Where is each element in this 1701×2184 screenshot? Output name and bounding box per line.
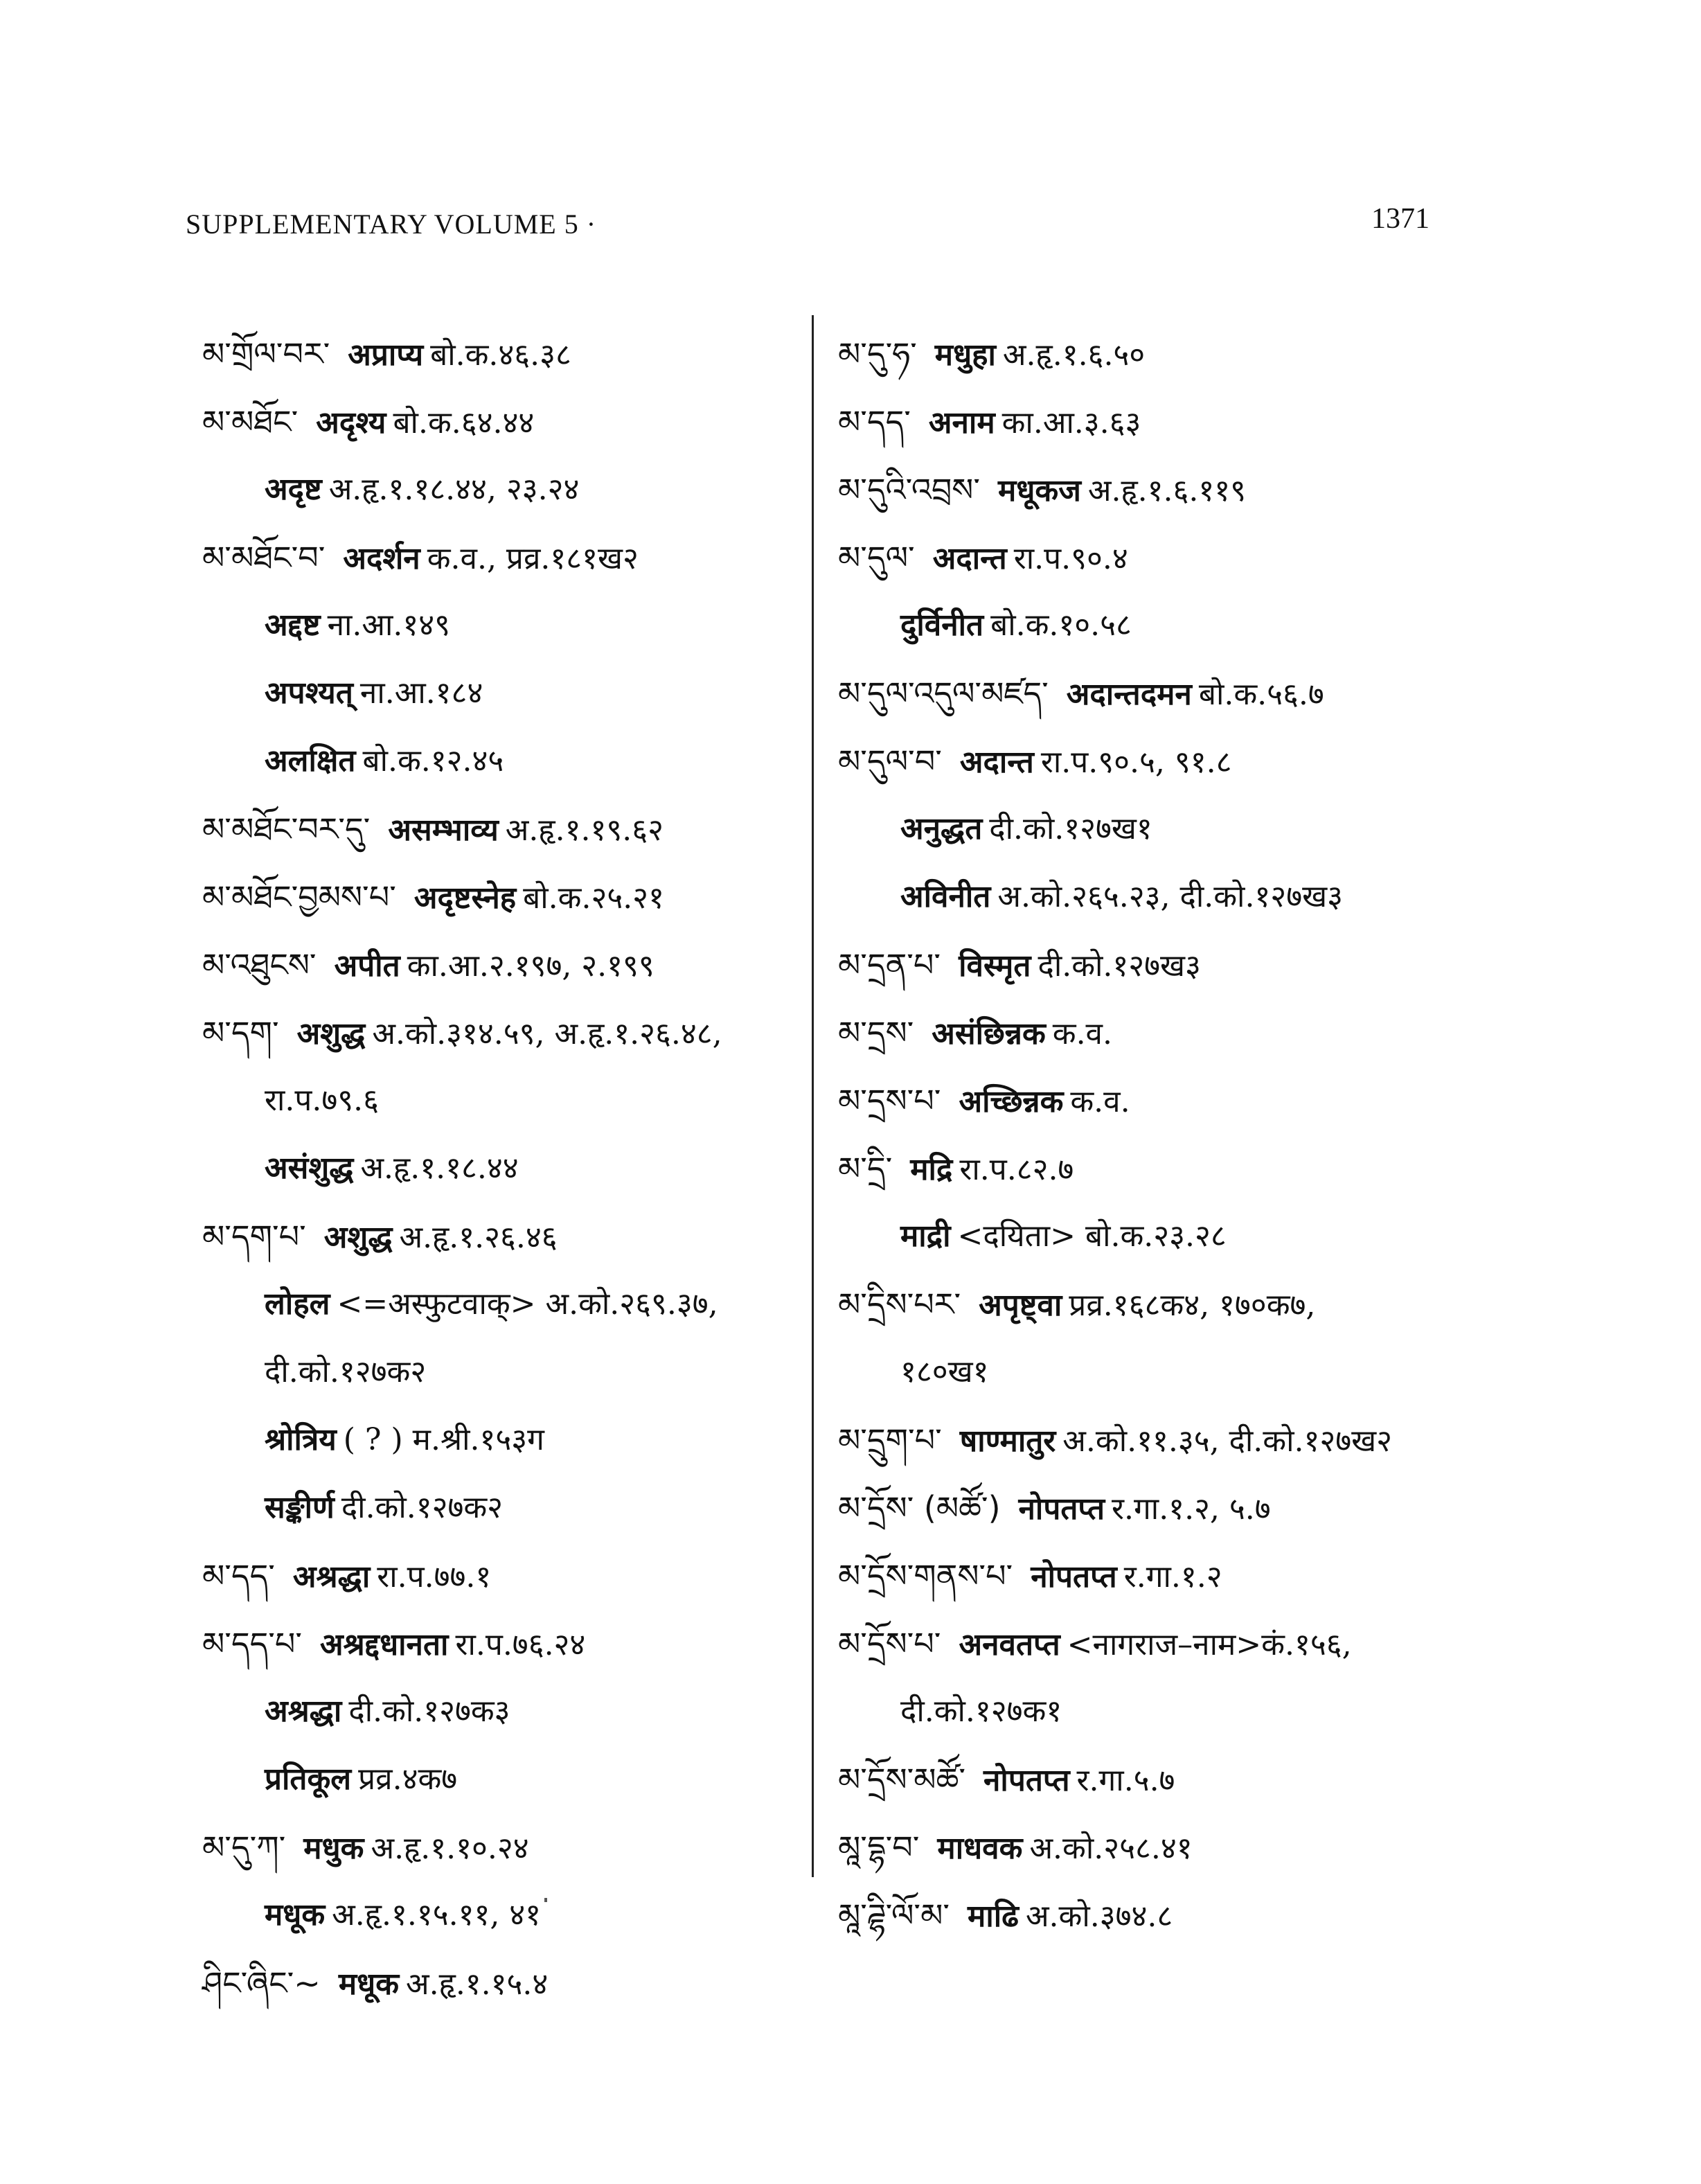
sanskrit-equivalent: नोपतप्त [983, 1763, 1070, 1798]
source-reference: रा.प.८२.७ [959, 1152, 1074, 1187]
tibetan-headword: མ་དྲི་ [838, 1150, 893, 1187]
sanskrit-equivalent: श्रोत्रिय [265, 1422, 337, 1457]
dictionary-entry [202, 999, 826, 1067]
source-reference: ( ? ) म.श्री.१५३ग [343, 1422, 544, 1457]
tibetan-headword: མ་དུལ་ [838, 539, 915, 576]
source-reference: दी.को.१२७ख३ [1037, 948, 1201, 984]
sanskrit-equivalent: अनवतप्त [959, 1627, 1060, 1662]
entry-continuation [202, 1338, 826, 1406]
source-reference: र.गा.५.७ [1076, 1763, 1175, 1798]
source-reference: र.गा.१.२, ५.७ [1112, 1491, 1271, 1527]
source-reference: क.व. [1070, 1084, 1130, 1119]
dictionary-entry [838, 456, 1461, 524]
source-reference: रा.प.९०.४ [1013, 541, 1128, 576]
sanskrit-equivalent: प्रतिकूल [265, 1761, 352, 1797]
source-reference: प्रव्र.१६८क४, १७०क७, [1069, 1288, 1316, 1323]
dictionary-entry [838, 1406, 1461, 1474]
sanskrit-equivalent: लोहल [265, 1286, 330, 1322]
sanskrit-equivalent: अपीत [334, 948, 400, 984]
tibetan-headword: མ་དུལ་བ་ [838, 743, 942, 780]
source-reference: अ.हृ.१.६.११९ [1087, 473, 1247, 508]
dictionary-entry [202, 795, 826, 863]
sanskrit-equivalent: मधूकज [998, 473, 1081, 508]
entry-continuation [202, 659, 826, 727]
tibetan-headword: མ་དྲིས་པར་ [838, 1286, 961, 1323]
entry-continuation [838, 1202, 1461, 1270]
sanskrit-equivalent: मधुक [303, 1831, 364, 1866]
dictionary-entry [838, 1542, 1461, 1610]
sanskrit-equivalent: अपश्यत् [265, 675, 353, 711]
sanskrit-equivalent: अनुद्धत [900, 811, 983, 846]
tibetan-headword: མ་དུའི་འབྲས་ [838, 471, 981, 508]
sanskrit-equivalent: नोपतप्त [1031, 1559, 1117, 1595]
entry-continuation [202, 1881, 826, 1949]
tibetan-headword: མ་འཐུངས་ [202, 946, 317, 984]
sanskrit-equivalent: अदान्तदमन [1066, 677, 1192, 712]
source-reference: दी.को.१२७क२ [341, 1490, 504, 1525]
tibetan-headword: མཱ་དྷ་བ་ [838, 1829, 920, 1866]
dictionary-entry [838, 1881, 1461, 1949]
sanskrit-equivalent: अश्रद्धा [265, 1694, 342, 1729]
dictionary-entry [838, 388, 1461, 456]
entry-continuation [838, 1338, 1461, 1406]
source-reference: दी.को.१२७ख१ [989, 811, 1152, 846]
column-divider [812, 315, 814, 1877]
entry-continuation [202, 1270, 826, 1338]
source-reference: अ.हृ.१.६.५० [1002, 337, 1146, 373]
entry-continuation [202, 1135, 826, 1202]
source-reference: दी.को.१२७क३ [348, 1694, 510, 1729]
print-speck [544, 1898, 547, 1902]
dictionary-entry [202, 320, 826, 388]
dictionary-entry [838, 1474, 1461, 1542]
source-reference: अ.को.२६५.२३, दी.को.१२७ख३ [997, 879, 1343, 914]
sanskrit-equivalent: असम्भाव्य [388, 813, 499, 848]
sanskrit-equivalent: सङ्कीर्ण [265, 1490, 335, 1525]
dictionary-entry [202, 1542, 826, 1610]
tibetan-headword: མ་མཐོང་བ་ [202, 539, 326, 576]
entry-continuation [202, 1406, 826, 1474]
running-head: SUPPLEMENTARY VOLUME 5 · [186, 208, 597, 240]
sanskrit-equivalent: अविनीत [900, 879, 991, 914]
tibetan-headword: མ་དྲོས་མཚོ་ [838, 1761, 966, 1798]
dictionary-entry [202, 1813, 826, 1881]
source-reference: का.आ.३.६३ [1001, 405, 1141, 441]
source-reference: बो.क.१२.४५ [362, 743, 504, 779]
tibetan-headword: མ་དྲུག་པ་ [838, 1421, 942, 1459]
tibetan-headword: མ་གྲོལ་བར་ [202, 335, 330, 373]
tibetan-headword: མ་དག་པ་ [202, 1218, 306, 1255]
sanskrit-equivalent: अश्रद्धा [292, 1559, 371, 1595]
dictionary-entry [838, 1610, 1461, 1678]
entry-continuation [838, 592, 1461, 659]
tibetan-headword: མ་མཐོང་ [202, 403, 299, 441]
entry-continuation [838, 1678, 1461, 1746]
dictionary-entry [838, 931, 1461, 999]
source-reference: अ.को.३७४.८ [1025, 1899, 1173, 1934]
dictionary-entry [838, 1067, 1461, 1135]
dictionary-entry [202, 1202, 826, 1270]
source-reference: <नागराज–नाम>कं.१५६, [1067, 1627, 1352, 1662]
page-number: 1371 [1371, 203, 1430, 235]
source-reference: अ.हृ.१.१५.११, ४१ [332, 1897, 542, 1933]
entry-continuation [202, 727, 826, 795]
entry-continuation [202, 456, 826, 524]
sanskrit-equivalent: अशुद्ध [323, 1220, 393, 1255]
sanskrit-equivalent: अनाम [928, 405, 995, 441]
source-reference: अ.हृ.१.१८.४४, २३.२४ [328, 472, 580, 507]
entry-continuation [838, 795, 1461, 863]
source-reference: १८०ख१ [900, 1354, 989, 1390]
sanskrit-equivalent: अदर्शन [343, 541, 420, 576]
source-reference: अ.हृ.१.१०.२४ [371, 1831, 529, 1866]
sanskrit-equivalent: अलक्षित [265, 743, 356, 779]
source-reference: क.व. [1052, 1016, 1113, 1051]
source-reference: रा.प.७७.१ [377, 1559, 492, 1595]
sanskrit-equivalent: अपृष्ट्वा [979, 1288, 1062, 1323]
source-reference: <दयिता> बो.क.२३.२८ [957, 1218, 1227, 1254]
dictionary-entry [838, 727, 1461, 795]
tibetan-headword: མ་དྲོས་ (མཚོ་) [838, 1489, 1001, 1527]
tibetan-headword: མཱ་ཌྷི་ལོ་མ་ [838, 1897, 950, 1934]
source-reference: रा.प.९०.५, ९१.८ [1040, 745, 1232, 780]
source-reference: बो.क.१०.५८ [990, 607, 1132, 643]
sanskrit-equivalent: षाण्मातुर [959, 1423, 1056, 1459]
tibetan-headword: མ་དུ་ཧ་ [838, 335, 917, 373]
sanskrit-equivalent: अदृश्य [316, 405, 386, 441]
sanskrit-equivalent: अदान्त [932, 541, 1007, 576]
sanskrit-equivalent: अदृष्ट [265, 472, 322, 507]
source-reference: रा.प.७९.६ [265, 1083, 379, 1118]
sanskrit-equivalent: माधवक [937, 1831, 1023, 1866]
sanskrit-equivalent: असंशुद्ध [265, 1151, 354, 1186]
entry-continuation [202, 1474, 826, 1542]
sanskrit-equivalent: मधुहा [934, 337, 996, 373]
sanskrit-equivalent: असंछिन्नक [932, 1016, 1046, 1051]
entry-continuation [838, 863, 1461, 931]
entry-continuation [202, 1678, 826, 1746]
dictionary-entry [202, 524, 826, 592]
tibetan-headword: མ་དད་པ་ [202, 1625, 303, 1662]
sanskrit-equivalent: मधूक [338, 1967, 400, 2002]
source-reference: अ.हृ.१.१५.४ [406, 1967, 549, 2002]
source-reference: अ.हृ.१.२६.४६ [399, 1220, 558, 1255]
tibetan-headword: མ་དུ་ཀ་ [202, 1829, 286, 1866]
dictionary-entry [202, 1610, 826, 1678]
source-reference: अ.हृ.१.१८.४४ [360, 1151, 519, 1186]
source-reference: ना.आ.१८४ [359, 675, 483, 711]
source-reference: क.व., प्रव्र.१८१ख२ [427, 541, 639, 576]
tibetan-headword: མ་དྲོས་པ་ [838, 1625, 941, 1662]
tibetan-headword: མ་དྲས་པ་ [838, 1082, 941, 1119]
dictionary-entry [838, 999, 1461, 1067]
tibetan-headword: མ་དྲན་པ་ [838, 946, 941, 984]
dictionary-entry [838, 1746, 1461, 1813]
tibetan-headword: ཤིང་ཞིང་~ [202, 1964, 321, 2002]
source-reference: ना.आ.१४९ [327, 607, 451, 643]
sanskrit-equivalent: अप्राप्य [348, 337, 424, 373]
source-reference: बो.क.४६.३८ [430, 337, 571, 373]
sanskrit-equivalent: अदान्त [959, 745, 1034, 780]
source-reference: अ.को.११.३५, दी.को.१२७ख२ [1062, 1423, 1392, 1459]
source-reference: बो.क.६४.४४ [393, 405, 535, 441]
dictionary-entry [838, 1270, 1461, 1338]
tibetan-headword: མ་མཐོང་བར་དུ་ [202, 810, 371, 848]
dictionary-entry [202, 388, 826, 456]
source-reference: रा.प.७६.२४ [455, 1627, 586, 1662]
sanskrit-equivalent: विस्मृत [959, 948, 1031, 984]
entry-continuation [202, 592, 826, 659]
source-reference: अ.को.२५८.४१ [1029, 1831, 1193, 1866]
source-reference: र.गा.१.२ [1123, 1559, 1222, 1595]
tibetan-headword: མ་དད་ [202, 1557, 275, 1595]
dictionary-entry [202, 1949, 826, 2017]
tibetan-headword: མ་དུལ་འདུལ་མཛད་ [838, 675, 1049, 712]
right-column [838, 320, 1461, 1949]
sanskrit-equivalent: मधूक [265, 1897, 326, 1933]
source-reference: प्रव्र.४क७ [358, 1761, 458, 1797]
tibetan-headword: མ་མཐོང་བྱམས་པ་ [202, 878, 396, 916]
dictionary-entry [838, 524, 1461, 592]
entry-continuation [202, 1067, 826, 1135]
dictionary-entry [202, 931, 826, 999]
source-reference: बो.क.२५.२१ [523, 880, 664, 916]
sanskrit-equivalent: अच्छिन्नक [959, 1084, 1064, 1119]
sanskrit-equivalent: मद्रि [910, 1152, 953, 1187]
source-reference: दी.को.१२७क१ [900, 1694, 1062, 1729]
tibetan-headword: མ་དག་ [202, 1014, 279, 1051]
source-reference: अ.को.३१४.५९, अ.हृ.१.२६.४८, [372, 1016, 722, 1051]
dictionary-entry [838, 659, 1461, 727]
tibetan-headword: མ་དྲོས་གནས་པ་ [838, 1557, 1013, 1595]
sanskrit-equivalent: अदृष्टस्नेह [413, 880, 517, 916]
sanskrit-equivalent: अशुद्ध [296, 1016, 366, 1051]
sanskrit-equivalent: अश्रद्दधानता [320, 1627, 449, 1662]
dictionary-entry [202, 863, 826, 931]
entry-continuation [202, 1746, 826, 1813]
sanskrit-equivalent: माढि [968, 1899, 1019, 1934]
dictionary-entry [838, 1135, 1461, 1202]
tibetan-headword: མ་དྲས་ [838, 1014, 914, 1051]
sanskrit-equivalent: अद्दष्ट [265, 607, 321, 643]
sanskrit-equivalent: माद्री [900, 1218, 951, 1254]
dictionary-entry [838, 320, 1461, 388]
sanskrit-equivalent: दुर्विनीत [900, 607, 984, 643]
left-column [202, 320, 826, 2017]
source-reference: का.आ.२.१९७, २.१९९ [407, 948, 654, 984]
sanskrit-equivalent: नोपतप्त [1018, 1491, 1105, 1527]
source-reference: बो.क.५६.७ [1198, 677, 1324, 712]
source-reference: <=अस्फुटवाक्> अ.को.२६९.३७, [337, 1286, 718, 1322]
source-reference: अ.हृ.१.१९.६२ [505, 813, 664, 848]
dictionary-entry [838, 1813, 1461, 1881]
tibetan-headword: མ་དད་ [838, 403, 911, 441]
source-reference: दी.को.१२७क२ [265, 1354, 427, 1390]
